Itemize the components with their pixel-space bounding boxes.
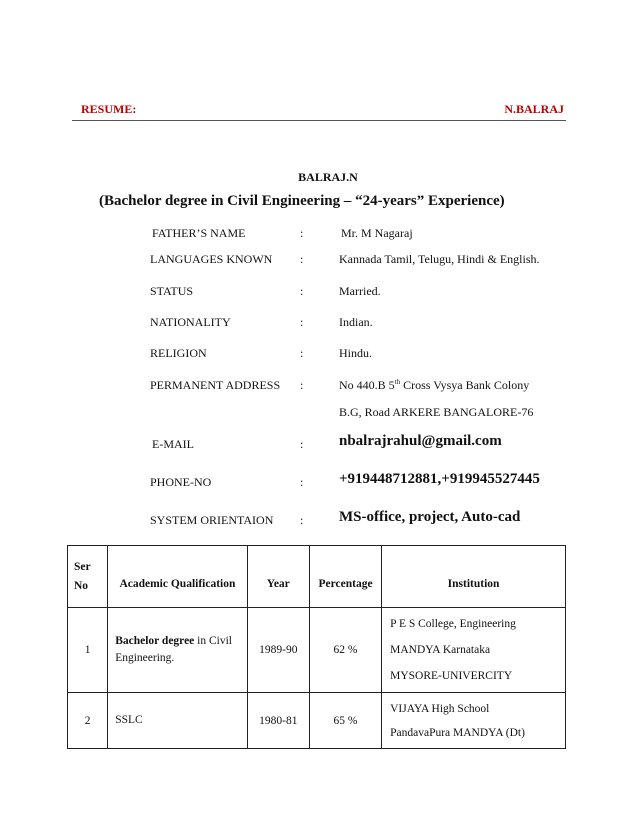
system-label: SYSTEM ORIENTAION <box>150 513 274 527</box>
address-colon: : <box>300 378 304 392</box>
row-qualification: SSLC <box>108 693 247 749</box>
row-institution <box>382 693 566 749</box>
resume-header-name: N.BALRAJ <box>504 102 564 116</box>
fathers-name-colon: : <box>300 226 304 240</box>
institution-line: P E S College, Engineering <box>390 618 516 630</box>
table-header-row <box>68 546 566 608</box>
religion-colon: : <box>300 346 304 360</box>
phone-value: +919448712881,+919945527445 <box>339 471 540 487</box>
header-institution: Institution <box>382 546 566 608</box>
fathers-name-value: Mr. M Nagaraj <box>341 226 413 240</box>
institution-line: MANDYA Karnataka <box>390 644 491 656</box>
row-percentage: 65 % <box>309 693 381 749</box>
fathers-name-label: FATHER’S NAME <box>152 226 246 240</box>
row-year: 1980-81 <box>247 693 309 749</box>
address-line2: B.G, Road ARKERE BANGALORE-76 <box>339 405 534 419</box>
institution-line: PandavaPura MANDYA (Dt) <box>390 726 525 739</box>
email-label: E-MAIL <box>152 437 194 451</box>
email-value: nbalrajrahul@gmail.com <box>339 433 502 449</box>
row-institution <box>382 608 566 693</box>
status-value: Married. <box>339 284 381 298</box>
address-line1: No 440.B 5th Cross Vysya Bank Colony <box>339 378 530 392</box>
header-percentage: Percentage <box>309 546 381 608</box>
candidate-subtitle: (Bachelor degree in Civil Engineering – “24-years” Experience) <box>99 193 505 209</box>
religion-value: Hindu. <box>339 346 372 360</box>
status-label: STATUS <box>150 284 194 298</box>
header-ser-no: Ser No <box>68 546 108 608</box>
languages-colon: : <box>300 252 304 266</box>
institution-line: MYSORE-UNIVERCITY <box>390 670 513 682</box>
phone-label: PHONE-NO <box>150 475 212 489</box>
education-table <box>67 545 566 749</box>
languages-label: LANGUAGES KNOWN <box>150 252 273 266</box>
address-label: PERMANENT ADDRESS <box>150 378 281 392</box>
row-percentage: 62 % <box>309 608 381 693</box>
languages-value: Kannada Tamil, Telugu, Hindi & English. <box>339 252 540 266</box>
system-colon: : <box>300 513 304 527</box>
table-row <box>68 608 566 693</box>
candidate-name: BALRAJ.N <box>298 170 358 184</box>
phone-colon: : <box>300 475 304 489</box>
row-qualification: Bachelor degree in Civil Engineering. <box>108 608 247 693</box>
nationality-colon: : <box>300 315 304 329</box>
header-divider <box>72 120 566 121</box>
header-qualification: Academic Qualification <box>108 546 247 608</box>
email-colon: : <box>300 437 304 451</box>
status-colon: : <box>300 284 304 298</box>
row-ser-no: 2 <box>68 693 108 749</box>
resume-header-label: RESUME: <box>81 102 137 116</box>
religion-label: RELIGION <box>150 346 207 360</box>
nationality-label: NATIONALITY <box>150 315 231 329</box>
system-value: MS-office, project, Auto-cad <box>339 509 521 525</box>
institution-line: VIJAYA High School <box>390 702 490 715</box>
header-year: Year <box>247 546 309 608</box>
table-row <box>68 693 566 749</box>
row-ser-no: 1 <box>68 608 108 693</box>
nationality-value: Indian. <box>339 315 373 329</box>
row-year: 1989-90 <box>247 608 309 693</box>
